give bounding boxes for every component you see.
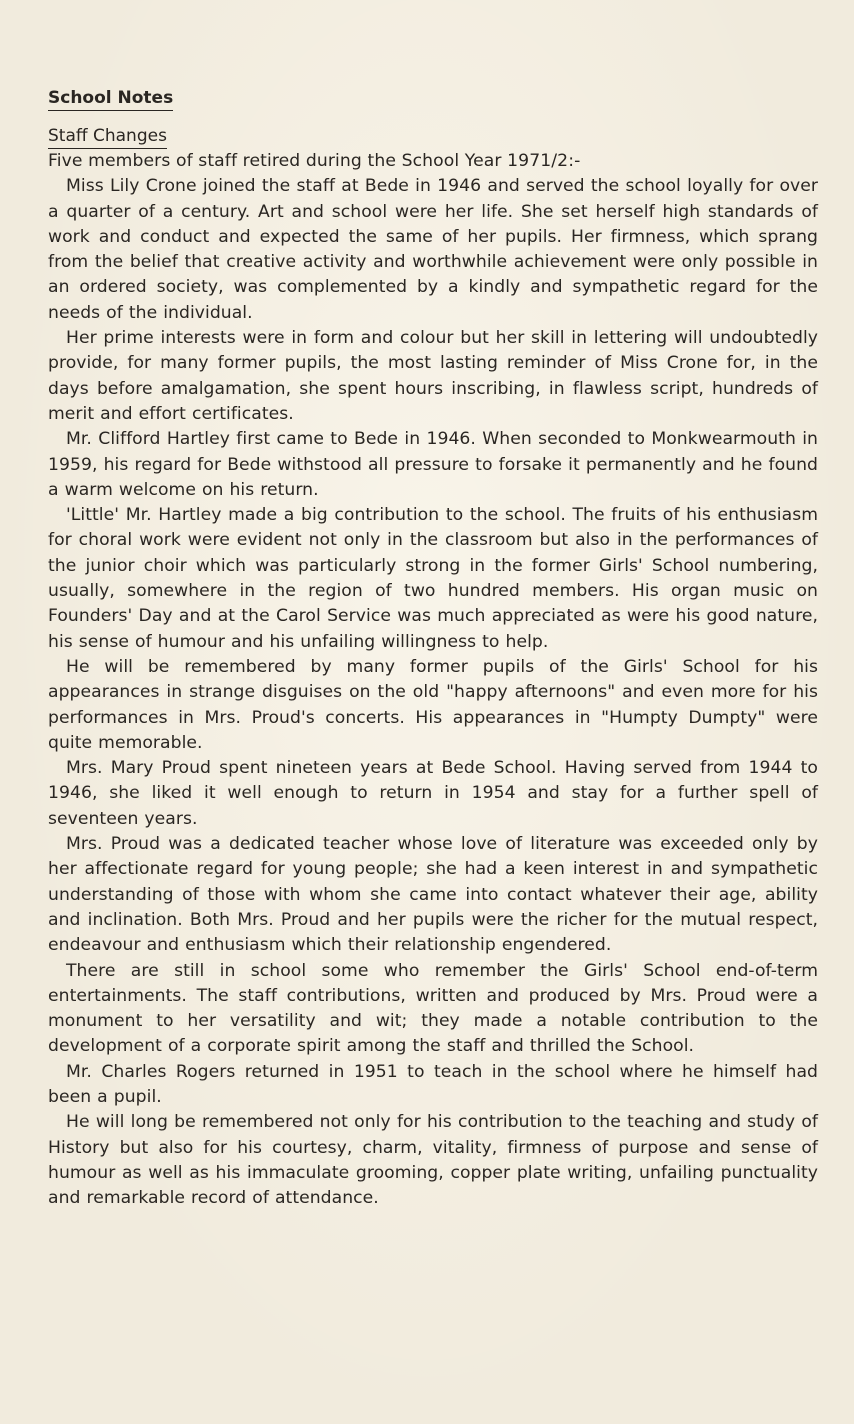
school-notes-heading-wrap xyxy=(48,86,818,111)
paragraph-hartley-3: He will be remembered by many former pupils of the Girls' School for his appearances in strange disguises on the old "happy afternoons" and even more for his performances in Mrs. Proud's concerts. His appearances in "Humpty Dumpty" were quite memorable. xyxy=(48,656,818,753)
paragraph-rogers-2: He will long be remembered not only for his contribution to the teaching and study of History but also for his courtesy, charm, vitality, firmness of purpose and sense of humour as well as his immaculate grooming, copper plate writing, unfailing punctuality and remarkable record of attendance. xyxy=(48,1112,818,1209)
school-notes-heading: School Notes xyxy=(48,87,173,111)
paragraph-proud-3: There are still in school some who remember the Girls' School end-of-term entertainments. The staff contributions, written and produced by Mrs. Proud were a monument to her versatility and wit; they made a notable contribution to the development of a corporate spirit among the staff and thrilled the School. xyxy=(48,960,818,1057)
document-body xyxy=(48,86,818,1211)
staff-changes-heading: Staff Changes xyxy=(48,125,167,149)
paragraph-hartley-1: Mr. Clifford Hartley first came to Bede in 1946. When seconded to Monkwearmouth in 1959, his regard for Bede withstood all pressure to forsake it permanently and he found a warm welcome on his return. xyxy=(48,429,818,500)
paragraph-hartley-2: 'Little' Mr. Hartley made a big contribution to the school. The fruits of his enthusiasm for choral work were evident not only in the classroom but also in the performances of the junior choir which was particularly strong in the former Girls' School numbering, usually, somewhere in the region of two hundred members. His organ music on Founders' Day and at the Carol Service was much appreciated as were his good nature, his sense of humour and his unfailing willingness to help. xyxy=(48,505,818,652)
staff-changes-heading-wrap xyxy=(48,124,818,149)
paragraph-proud-1: Mrs. Mary Proud spent nineteen years at Bede School. Having served from 1944 to 1946, she liked it well enough to return in 1954 and stay for a further spell of seventeen years. xyxy=(48,758,818,829)
intro-line: Five members of staff retired during the School Year 1971/2:- xyxy=(48,151,581,171)
paragraph-crone-2: Her prime interests were in form and colour but her skill in lettering will undoubtedly provide, for many former pupils, the most lasting reminder of Miss Crone for, in the days before amalgamation, she spent hours inscribing, in flawless script, hundreds of merit and effort certificates. xyxy=(48,328,818,424)
paragraph-rogers-1: Mr. Charles Rogers returned in 1951 to teach in the school where he himself had been a pupil. xyxy=(48,1061,818,1107)
paragraph-proud-2: Mrs. Proud was a dedicated teacher whose love of literature was exceeded only by her affectionate regard for young people; she had a keen interest in and sympathetic understanding of those with whom she came into contact whatever their age, ability and inclination. Both Mrs. Proud and her pupils were the richer for the mutual respect, endeavour and enthusiasm which their relationship engendered. xyxy=(48,834,818,956)
paragraph-crone-1: Miss Lily Crone joined the staff at Bede in 1946 and served the school loyally for over a quarter of a century. Art and school were her life. She set herself high standards of work and conduct and expected the same of her pupils. Her firmness, which sprang from the belief that creative activity and worthwhile achievement were only possible in an ordered society, was complemented by a kindly and sympathetic regard for the needs of the individual. xyxy=(48,176,818,323)
